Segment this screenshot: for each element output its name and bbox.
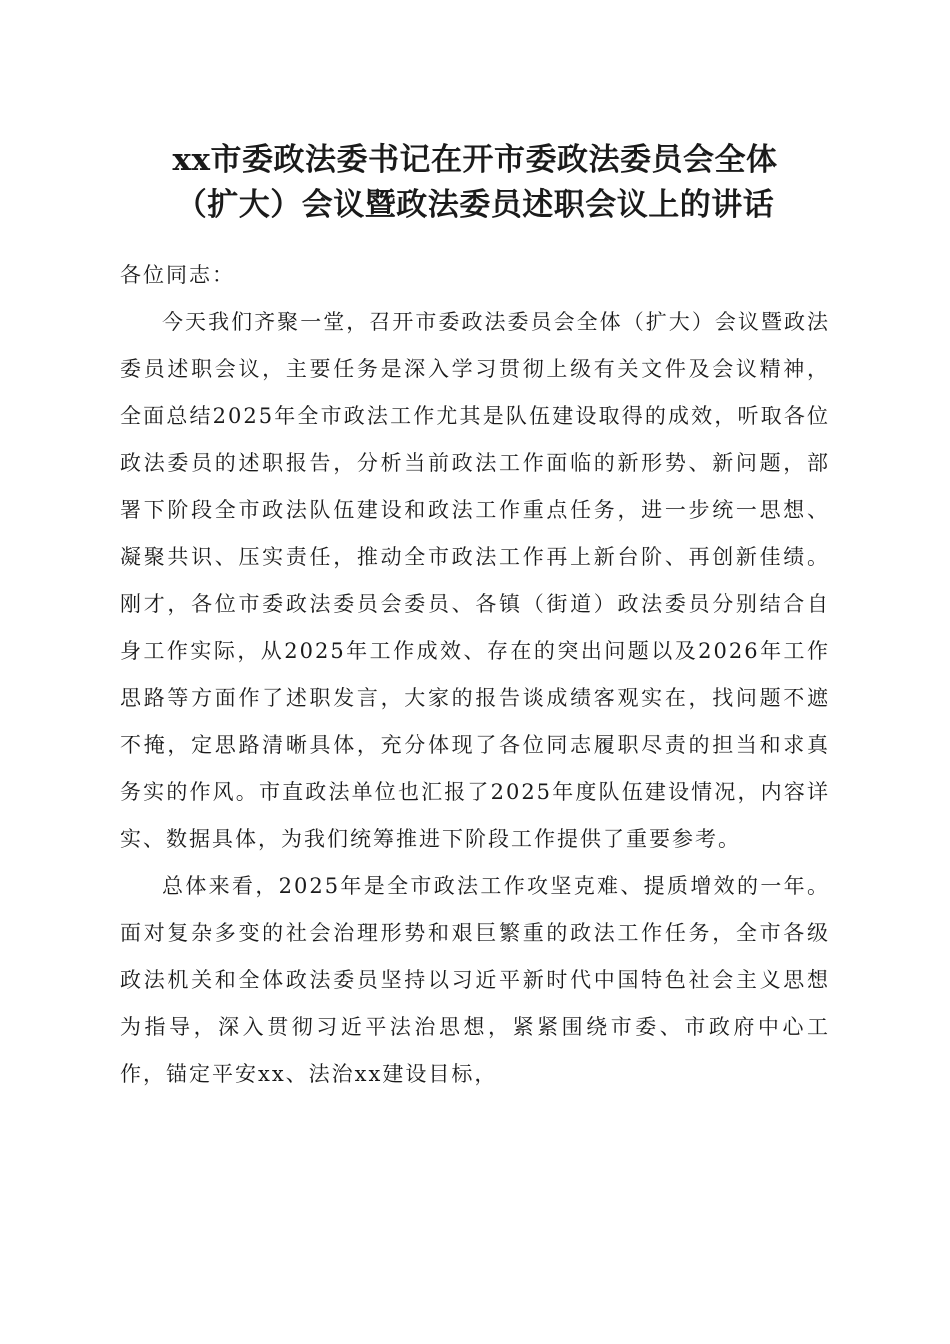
title-line-1: xx市委政法委书记在开市委政法委员会全体 [172,142,778,178]
document-title [100,138,850,228]
document-body [120,252,830,1098]
paragraph-1: 今天我们齐聚一堂，召开市委政法委员会全体（扩大）会议暨政法委员述职会议，主要任务是深入学习贯彻上级有关文件及会议精神，全面总结2025年全市政法工作尤其是队伍建设取得的成效，听取各位政法委员的述职报告，分析当前政法工作面临的新形势、新问题，部署下阶段全市政法队伍建设和政法工作重点任务，进一步统一思想、凝聚共识、压实责任，推动全市政法工作再上新台阶、再创新佳绩。刚才，各位市委政法委员会委员、各镇（街道）政法委员分别结合自身工作实际，从2025年工作成效、存在的突出问题以及2026年工作思路等方面作了述职发言，大家的报告谈成绩客观实在，找问题不遮不掩，定思路清晰具体，充分体现了各位同志履职尽责的担当和求真务实的作风。市直政法单位也汇报了2025年度队伍建设情况，内容详实、数据具体，为我们统筹推进下阶段工作提供了重要参考。 [120,310,830,851]
paragraph-2: 总体来看，2025年是全市政法工作攻坚克难、提质增效的一年。面对复杂多变的社会治理形势和艰巨繁重的政法工作任务，全市各级政法机关和全体政法委员坚持以习近平新时代中国特色社会主义思想为指导，深入贯彻习近平法治思想，紧紧围绕市委、市政府中心工作，锚定平安xx、法治xx建设目标， [120,874,830,1086]
salutation: 各位同志： [120,263,235,287]
title-line-2: （扩大）会议暨政法委员述职会议上的讲话 [175,187,775,223]
